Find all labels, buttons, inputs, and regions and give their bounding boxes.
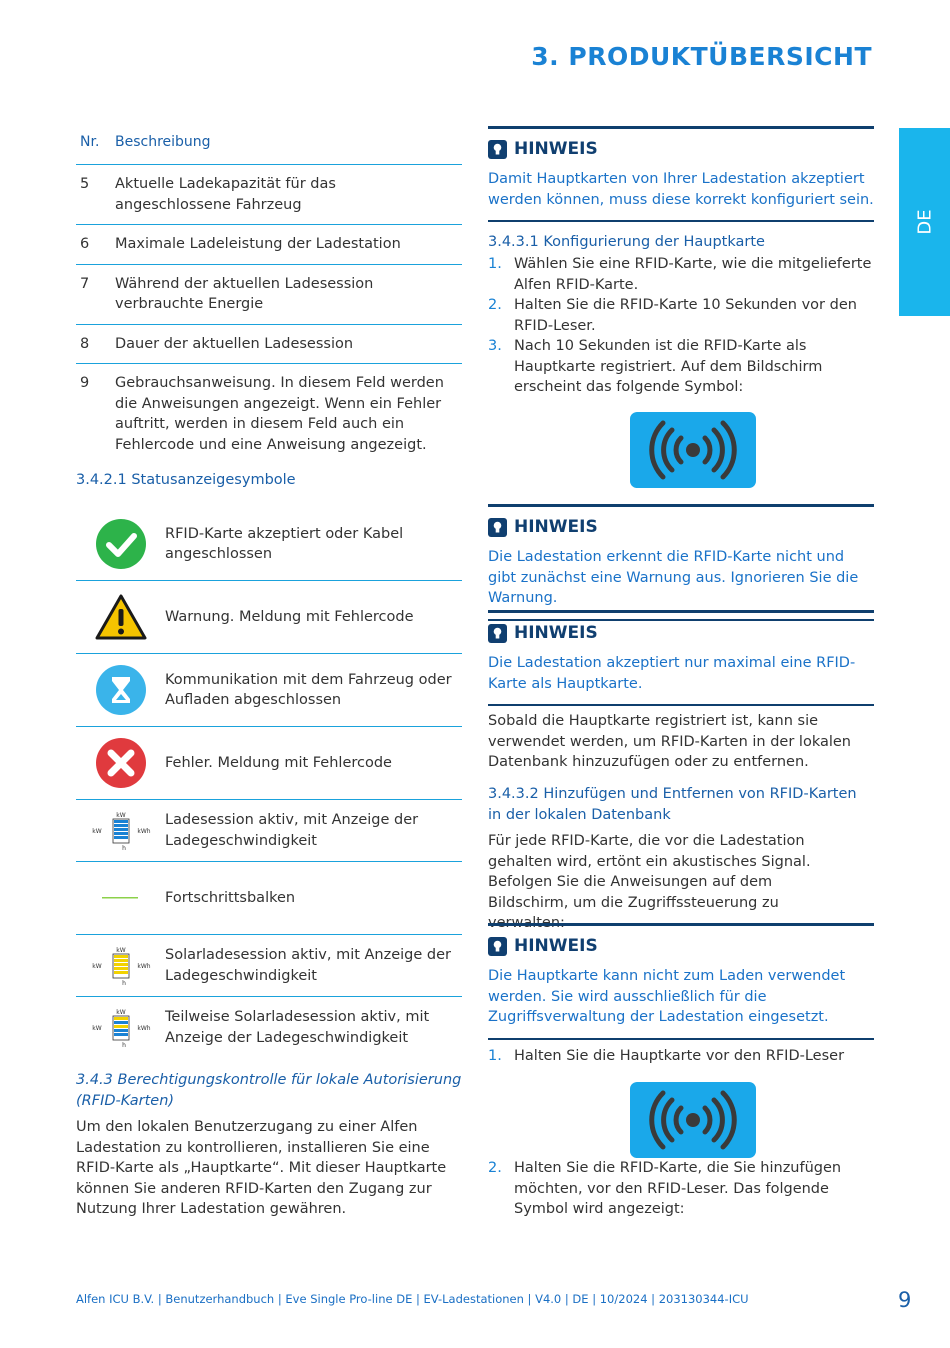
row-description: Aktuelle Ladekapazität für das angeschlossene Fahrzeug — [115, 176, 336, 213]
status-text: Fehler. Meldung mit Fehlercode — [165, 754, 392, 771]
kw-label: kW — [115, 946, 126, 954]
list-item — [488, 1046, 874, 1067]
note-box — [488, 126, 874, 222]
row-description: Dauer der aktuellen Ladesession — [115, 335, 354, 352]
row-nr: 5 — [80, 176, 90, 192]
step-number: 3. — [488, 338, 502, 354]
note-body: Die Ladestation erkennt die RFID-Karte nicht und gibt zunächst eine Warnung aus. Ignorieren Sie die Warnung. — [488, 549, 859, 606]
status-row — [76, 581, 462, 654]
step-number: 1. — [488, 1048, 502, 1064]
page-number: 9 — [898, 1288, 912, 1312]
note-title: HINWEIS — [514, 936, 598, 956]
column-header-description: Beschreibung — [115, 134, 211, 150]
note-box — [488, 504, 874, 621]
status-text: Solarladesession aktiv, mit Anzeige der Ladegeschwindigkeit — [165, 947, 452, 984]
h-label: h — [121, 979, 126, 986]
list-item — [488, 1158, 874, 1220]
h-label: h — [121, 1041, 126, 1048]
add-section-heading: 3.4.3.2 Hinzufügen und Entfernen von RFID-Karten in der lokalen Datenbank — [488, 786, 857, 823]
lightbulb-icon — [488, 518, 507, 537]
after-register-text: Sobald die Hauptkarte registriert ist, kann sie verwendet werden, um RFID-Karten in der lokalen Datenbank hinzuzufügen oder zu entfernen. — [488, 713, 851, 770]
lightbulb-icon — [488, 624, 507, 643]
h-label: h — [121, 844, 126, 851]
description-table — [76, 130, 462, 464]
note-body: Die Hauptkarte kann nicht zum Laden verwendet werden. Sie wird ausschließlich für die Zugriffsverwaltung der Ladestation eingesetzt. — [488, 968, 846, 1025]
step-number: 1. — [488, 256, 502, 272]
hourglass-icon — [76, 664, 165, 716]
status-text: Fortschrittsbalken — [165, 889, 296, 906]
note-title: HINWEIS — [514, 139, 598, 159]
lightbulb-icon — [488, 140, 507, 159]
kw-label: kW — [91, 827, 102, 835]
table-row — [76, 165, 462, 225]
footer-text: Alfen ICU B.V. | Benutzerhandbuch | Eve Single Pro-line DE | EV-Ladestationen | V4.0 | DE | 10/2024 | 203130344-ICU — [76, 1292, 749, 1306]
kwh-label: kWh — [136, 1024, 151, 1032]
auth-section-heading: 3.4.3 Berechtigungskontrolle für lokale Autorisierung (RFID-Karten) — [76, 1072, 462, 1109]
kwh-label: kWh — [136, 962, 151, 970]
status-icon-list — [76, 508, 462, 1058]
table-row — [76, 265, 462, 325]
auth-section-body: Um den lokalen Benutzerzugang zu einer Alfen Ladestation zu kontrollieren, installieren Sie eine RFID-Karte als „Hauptkarte“. Mit dieser Hauptkarte können Sie anderen RFID-Karten den Zugang zur Nutzung Ihrer Ladestation gewähren. — [76, 1119, 447, 1217]
add-steps-2 — [488, 1158, 874, 1220]
list-item — [488, 254, 874, 295]
config-section-heading: 3.4.3.1 Konfigurierung der Hauptkarte — [488, 234, 765, 250]
row-nr: 9 — [80, 375, 90, 391]
config-steps — [488, 254, 874, 398]
language-tab-label: DE — [914, 209, 935, 235]
row-description: Gebrauchsanweisung. In diesem Feld werden die Anweisungen angezeigt. Wenn ein Fehler auftritt, werden in diesem Feld auch ein Fehlercode und eine Anweisung angezeigt. — [115, 375, 444, 453]
note-body: Damit Hauptkarten von Ihrer Ladestation akzeptiert werden können, muss diese korrekt konfiguriert sein. — [488, 171, 874, 208]
row-description: Maximale Ladeleistung der Ladestation — [115, 236, 401, 252]
step-text: Halten Sie die RFID-Karte, die Sie hinzufügen möchten, vor den RFID-Leser. Das folgende Symbol wird angezeigt: — [514, 1160, 842, 1217]
lightbulb-icon — [488, 937, 507, 956]
charging-session-icon — [76, 811, 165, 851]
status-row — [76, 935, 462, 997]
row-description: Während der aktuellen Ladesession verbrauchte Energie — [115, 275, 374, 312]
row-nr: 6 — [80, 236, 90, 252]
row-nr: 8 — [80, 335, 90, 352]
rfid-icon — [630, 1082, 756, 1158]
status-text: Kommunikation mit dem Fahrzeug oder Aufladen abgeschlossen — [165, 671, 452, 708]
note-box — [488, 610, 874, 706]
status-row — [76, 800, 462, 862]
list-item — [488, 336, 874, 398]
status-text: Warnung. Meldung mit Fehlercode — [165, 608, 414, 625]
note-body: Die Ladestation akzeptiert nur maximal eine RFID-Karte als Hauptkarte. — [488, 655, 856, 692]
step-text: Halten Sie die RFID-Karte 10 Sekunden vor den RFID-Leser. — [514, 297, 857, 334]
table-row — [76, 225, 462, 265]
add-steps-1 — [488, 1046, 874, 1067]
step-text: Halten Sie die Hauptkarte vor den RFID-Leser — [514, 1048, 845, 1064]
page-title: 3. PRODUKTÜBERSICHT — [531, 42, 872, 71]
status-text: RFID-Karte akzeptiert oder Kabel angeschlossen — [165, 525, 404, 562]
kw-label: kW — [91, 962, 102, 970]
warning-icon — [76, 593, 165, 641]
list-item — [488, 295, 874, 336]
step-number: 2. — [488, 297, 502, 313]
kw-label: kW — [115, 811, 126, 819]
check-icon — [76, 518, 165, 570]
language-tab — [899, 128, 950, 316]
table-row — [76, 364, 462, 464]
table-row — [76, 325, 462, 365]
kw-label: kW — [91, 1024, 102, 1032]
add-section-body: Für jede RFID-Karte, die vor die Ladestation gehalten wird, ertönt ein akustisches Signal. Befolgen Sie die Anweisungen auf dem Bildschirm, um die Zugriffssteuerung zu verwalten: — [488, 833, 811, 931]
status-text: Ladesession aktiv, mit Anzeige der Ladegeschwindigkeit — [165, 812, 419, 849]
table-header — [76, 130, 462, 165]
step-text: Wählen Sie eine RFID-Karte, wie die mitgelieferte Alfen RFID-Karte. — [514, 256, 872, 293]
kw-label: kW — [115, 1008, 126, 1016]
step-text: Nach 10 Sekunden ist die RFID-Karte als Hauptkarte registriert. Auf dem Bildschirm erscheint das folgende Symbol: — [514, 338, 823, 395]
progress-bar-icon — [76, 895, 165, 901]
status-section-heading: 3.4.2.1 Statusanzeigesymbole — [76, 472, 296, 488]
step-number: 2. — [488, 1160, 502, 1176]
kwh-label: kWh — [136, 827, 151, 835]
row-nr: 7 — [80, 275, 90, 292]
column-header-nr: Nr. — [80, 134, 100, 150]
partial-solar-session-icon — [76, 1008, 165, 1048]
status-row — [76, 508, 462, 581]
status-row — [76, 862, 462, 935]
note-box — [488, 923, 874, 1040]
error-icon — [76, 737, 165, 789]
note-title: HINWEIS — [514, 517, 598, 537]
status-text: Teilweise Solarladesession aktiv, mit Anzeige der Ladegeschwindigkeit — [165, 1009, 430, 1046]
note-title: HINWEIS — [514, 623, 598, 643]
status-row — [76, 997, 462, 1058]
solar-session-icon — [76, 946, 165, 986]
status-row — [76, 654, 462, 727]
rfid-icon — [630, 412, 756, 488]
status-row — [76, 727, 462, 800]
